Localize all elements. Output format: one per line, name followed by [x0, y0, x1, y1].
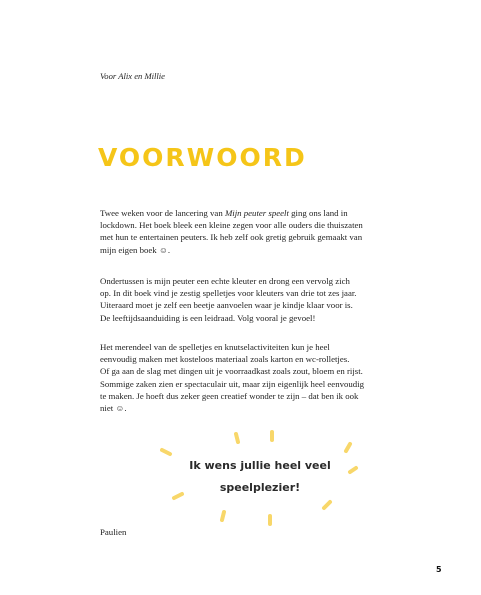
sunburst-decoration	[160, 430, 360, 530]
text-line	[100, 353, 420, 365]
text-line	[100, 244, 420, 256]
text-line	[100, 341, 420, 353]
text-line	[100, 378, 420, 390]
text-line	[100, 275, 420, 287]
sun-ray	[174, 494, 182, 498]
text-line	[100, 207, 420, 219]
text-segment: Twee weken voor de lancering van	[100, 208, 225, 218]
text-segment: mijn eigen boek ☺.	[100, 244, 171, 255]
text-line	[100, 312, 420, 324]
signature: Paulien	[100, 527, 127, 537]
text-segment: met hun te entertainen peuters. Ik heb zelf ook gretig gebruik gemaakt van	[100, 232, 363, 243]
text-segment: Uiteraard moet je zelf een beetje aanvoelen waar je kindje klaar voor is.	[100, 300, 353, 311]
book-title-italic: Mijn peuter speelt	[224, 208, 289, 218]
callout-line-1: Ik wens jullie heel veel	[189, 459, 331, 472]
text-line	[100, 365, 420, 377]
text-segment: Ondertussen is mijn peuter een echte kleuter en drong een vervolg zich	[100, 276, 350, 286]
sun-ray	[324, 502, 330, 508]
text-segment: Het merendeel van de spelletjes en knutselactiviteiten kun je heel	[100, 342, 330, 352]
sun-ray	[346, 444, 350, 451]
sun-ray	[162, 450, 170, 454]
text-line	[100, 299, 420, 311]
text-line	[100, 390, 420, 402]
callout-line-2: speelplezier!	[219, 481, 301, 494]
text-line	[100, 231, 420, 243]
text-line	[100, 287, 420, 299]
dedication: Voor Alix en Millie	[100, 71, 165, 81]
text-segment: ging ons land in	[288, 208, 348, 218]
text-line	[100, 219, 420, 231]
text-segment: Sommige zaken zien er spectaculair uit, maar zijn eigenlijk heel eenvoudig	[100, 378, 365, 389]
text-segment: eenvoudig maken met kosteloos materiaal zoals karton en wc-rolletjes.	[100, 354, 350, 365]
wish-callout	[160, 430, 360, 530]
page-title: VOORWOORD	[98, 143, 307, 172]
paragraph-1	[100, 207, 420, 256]
sun-ray	[236, 434, 238, 442]
text-segment: op. In dit boek vind je zestig spelletjes voor kleuters van drie tot zes jaar.	[100, 288, 357, 299]
text-line	[100, 402, 420, 414]
text-segment: te maken. Je hoeft dus zeker geen creatief wonder te zijn – dat ben ik ook	[100, 390, 359, 401]
text-segment: Of ga aan de slag met dingen uit je voorraadkast zoals zout, bloem en rijst.	[100, 366, 363, 377]
text-segment: lockdown. Het boek bleek een kleine zegen voor alle ouders die thuiszaten	[100, 220, 363, 231]
paragraph-3	[100, 341, 420, 414]
text-segment: niet ☺.	[100, 403, 127, 414]
sun-ray	[222, 512, 224, 520]
text-segment: De leeftijdsaanduiding is een leidraad. Volg vooral je gevoel!	[100, 312, 316, 323]
paragraph-2	[100, 275, 420, 324]
page-number: 5	[436, 565, 442, 574]
